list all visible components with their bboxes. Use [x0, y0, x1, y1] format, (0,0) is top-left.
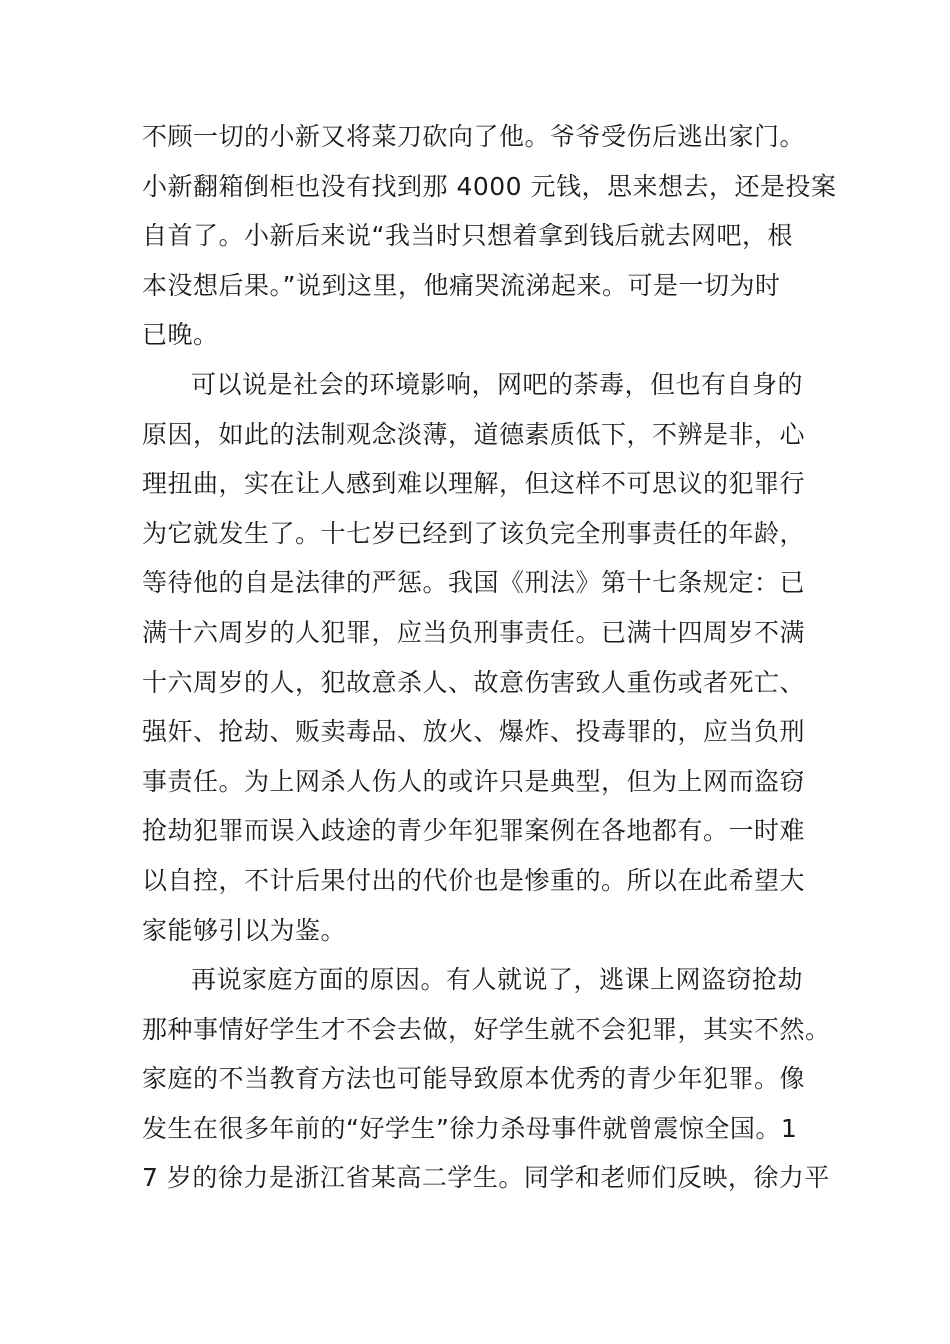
text-line: 理扭曲，实在让人感到难以理解，但这样不可思议的犯罪行 [142, 469, 806, 499]
text-line: 家能够引以为鉴。 [142, 915, 347, 945]
text-line: 以自控，不计后果付出的代价也是惨重的。所以在此希望大 [142, 865, 806, 895]
paragraph-first-line: 再说家庭方面的原因。有人就说了，逃课上网盗窃抢劫 [191, 965, 804, 995]
text-line: 抢劫犯罪而误入歧途的青少年犯罪案例在各地都有。一时难 [142, 816, 806, 846]
text-line: 事责任。为上网杀人伤人的或许只是典型，但为上网而盗窃 [142, 766, 806, 796]
text-line: 发生在很多年前的“好学生”徐力杀母事件就曾震惊全国。1 [142, 1113, 798, 1143]
paragraph-first-line: 可以说是社会的环境影响，网吧的荼毒，但也有自身的 [191, 369, 804, 399]
text-line: 强奸、抢劫、贩卖毒品、放火、爆炸、投毒罪的，应当负刑 [142, 717, 806, 747]
text-line: 自首了。小新后来说“我当时只想着拿到钱后就去网吧，根 [142, 221, 793, 251]
text-line: 十六周岁的人，犯故意杀人、故意伤害致人重伤或者死亡、 [142, 667, 806, 697]
text-line: 那种事情好学生才不会去做，好学生就不会犯罪，其实不然。 [142, 1014, 831, 1044]
text-line: 等待他的自是法律的严惩。我国《刑法》第十七条规定：已 [142, 568, 806, 598]
text-line: 家庭的不当教育方法也可能导致原本优秀的青少年犯罪。像 [142, 1064, 806, 1094]
document-body [142, 112, 837, 1203]
text-line: 已晚。 [142, 320, 219, 350]
text-line: 原因，如此的法制观念淡薄，道德素质低下，不辨是非，心 [142, 419, 806, 449]
text-line: 为它就发生了。十七岁已经到了该负完全刑事责任的年龄， [142, 518, 806, 548]
text-line: 满十六周岁的人犯罪，应当负刑事责任。已满十四周岁不满 [142, 617, 806, 647]
text-line: 不顾一切的小新又将菜刀砍向了他。爷爷受伤后逃出家门。 [142, 122, 806, 151]
text-line: 本没想后果。”说到这里，他痛哭流涕起来。可是一切为时 [142, 270, 781, 300]
text-line: 小新翻箱倒柜也没有找到那 4000 元钱，思来想去，还是投案 [142, 171, 837, 201]
text-line: 7 岁的徐力是浙江省某高二学生。同学和老师们反映，徐力平 [142, 1163, 830, 1193]
